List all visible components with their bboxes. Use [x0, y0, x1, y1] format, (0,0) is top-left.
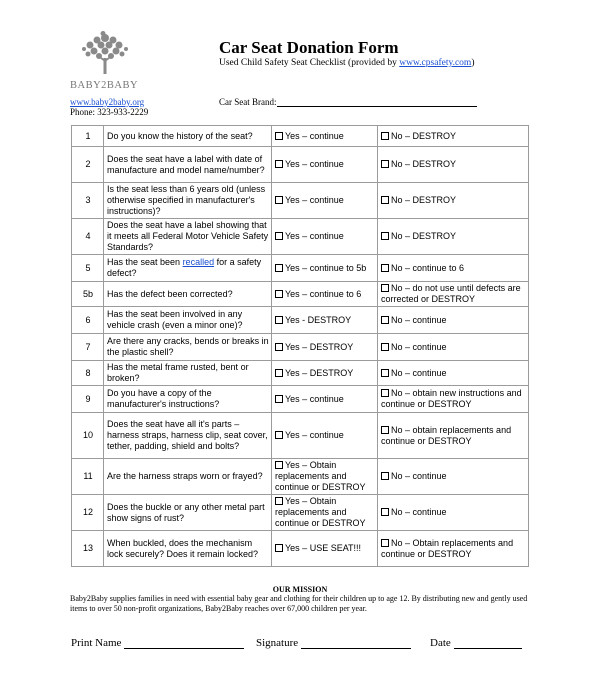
table-row [72, 126, 529, 147]
no-option-label: No – DESTROY [391, 231, 457, 241]
row-number: 12 [72, 495, 104, 531]
yes-option-label: Yes – continue [285, 130, 344, 141]
question-cell: Does the seat have all it's parts – harness straps, harness clip, seat cover, tether, padding, shield and bolts? [104, 413, 272, 459]
question-cell: Has the defect been corrected? [104, 282, 272, 307]
no-option-cell [378, 147, 529, 183]
yes-option-cell [272, 183, 378, 219]
yes-option-label: Yes – continue to 6 [285, 288, 362, 299]
yes-option-cell [272, 255, 378, 282]
question-cell: Does the seat have a label with date of manufacture and model name/number? [104, 147, 272, 183]
car-seat-brand-label: Car Seat Brand: [219, 97, 277, 107]
signature-field [256, 637, 411, 649]
table-row [72, 255, 529, 282]
yes-option-cell [272, 126, 378, 147]
no-option-label: No – continue [391, 507, 447, 517]
signature-line[interactable] [301, 638, 411, 649]
yes-option-checkbox[interactable] [275, 544, 283, 552]
recalled-link[interactable]: recalled [182, 257, 215, 267]
question-cell: Does the buckle or any other metal part show signs of rust? [104, 495, 272, 531]
no-option-checkbox[interactable] [381, 132, 389, 140]
yes-option-label: Yes – continue [285, 430, 344, 440]
yes-option-cell [272, 361, 378, 386]
yes-option-cell [272, 531, 378, 567]
row-number: 1 [72, 126, 104, 147]
yes-option-checkbox[interactable] [275, 264, 283, 272]
table-row [72, 307, 529, 334]
no-option-cell [378, 531, 529, 567]
row-number: 5b [72, 282, 104, 307]
no-option-checkbox[interactable] [381, 232, 389, 240]
yes-option-checkbox[interactable] [275, 431, 283, 439]
no-option-cell [378, 361, 529, 386]
question-cell: Are there any cracks, bends or breaks in the plastic shell? [104, 334, 272, 361]
yes-option-label: Yes – continue to 5b [285, 262, 367, 273]
no-option-cell [378, 183, 529, 219]
question-cell: Is the seat less than 6 years old (unless otherwise specified in manufacturer's instructions)? [104, 183, 272, 219]
no-option-cell [378, 219, 529, 255]
row-number: 10 [72, 413, 104, 459]
no-option-cell [378, 334, 529, 361]
date-field [430, 637, 522, 649]
mission-text: Baby2Baby supplies families in need with essential baby gear and clothing for their children up to age 12. By distributing new and gently used items to over 50 non-profit organizations, Baby2Baby reaches over 67,000 children per year. [70, 594, 528, 613]
yes-option-checkbox[interactable] [275, 232, 283, 240]
yes-option-checkbox[interactable] [275, 343, 283, 351]
yes-option-cell [272, 334, 378, 361]
no-option-checkbox[interactable] [381, 196, 389, 204]
yes-option-label: Yes – DESTROY [285, 367, 354, 378]
no-option-checkbox[interactable] [381, 264, 389, 272]
subtitle [219, 58, 475, 68]
yes-option-cell [272, 495, 378, 531]
no-option-cell [378, 307, 529, 334]
question-cell: Do you know the history of the seat? [104, 126, 272, 147]
table-row [72, 282, 529, 307]
yes-option-label: Yes – continue [285, 159, 344, 169]
signature-label: Signature [256, 637, 299, 649]
no-option-checkbox[interactable] [381, 343, 389, 351]
row-number: 9 [72, 386, 104, 413]
no-option-label: No – continue [391, 367, 447, 378]
yes-option-checkbox[interactable] [275, 461, 283, 469]
row-number: 4 [72, 219, 104, 255]
date-line[interactable] [454, 638, 522, 649]
print-name-field [71, 637, 244, 649]
question-cell: When buckled, does the mechanism lock securely? Does it remain locked? [104, 531, 272, 567]
yes-option-checkbox[interactable] [275, 196, 283, 204]
no-option-checkbox[interactable] [381, 508, 389, 516]
no-option-cell [378, 386, 529, 413]
yes-option-checkbox[interactable] [275, 316, 283, 324]
phone-number: Phone: 323-933-2229 [70, 107, 149, 117]
car-seat-brand-line[interactable] [277, 96, 477, 107]
no-option-label: No – Obtain replacements and continue or DESTROY [381, 537, 514, 559]
yes-option-checkbox[interactable] [275, 497, 283, 505]
question-cell: Has the seat been involved in any vehicle crash (even a minor one)? [104, 307, 272, 334]
print-name-line[interactable] [124, 638, 244, 649]
no-option-label: No – DESTROY [391, 130, 457, 141]
question-cell: Has the metal frame rusted, bent or broken? [104, 361, 272, 386]
page-title: Car Seat Donation Form [219, 38, 399, 57]
no-option-label: No – obtain replacements and continue or DESTROY [381, 424, 512, 446]
question-cell: Are the harness straps worn or frayed? [104, 459, 272, 495]
yes-option-checkbox[interactable] [275, 160, 283, 168]
website-link[interactable]: www.baby2baby.org [70, 97, 145, 107]
subtitle-suffix: ) [471, 58, 475, 68]
row-number: 5 [72, 255, 104, 282]
row-number: 7 [72, 334, 104, 361]
row-number: 13 [72, 531, 104, 567]
table-row [72, 459, 529, 495]
yes-option-checkbox[interactable] [275, 290, 283, 298]
no-option-cell [378, 255, 529, 282]
table-row [72, 334, 529, 361]
no-option-cell [378, 495, 529, 531]
no-option-cell [378, 282, 529, 307]
no-option-label: No – DESTROY [391, 195, 457, 205]
table-row [72, 219, 529, 255]
yes-option-label: Yes – DESTROY [285, 341, 354, 352]
yes-option-cell [272, 413, 378, 459]
yes-option-cell [272, 219, 378, 255]
car-seat-brand-field [219, 96, 477, 107]
question-cell: Do you have a copy of the manufacturer's instructions? [104, 386, 272, 413]
yes-option-label: Yes – Obtain replacements and continue or DESTROY [275, 460, 366, 492]
no-option-label: No – DESTROY [391, 159, 457, 169]
table-row [72, 531, 529, 567]
yes-option-checkbox[interactable] [275, 132, 283, 140]
table-row [72, 361, 529, 386]
row-number: 6 [72, 307, 104, 334]
cpsafety-link[interactable]: www.cpsafety.com [399, 58, 472, 68]
no-option-checkbox[interactable] [381, 284, 389, 292]
no-option-checkbox[interactable] [381, 426, 389, 434]
question-text: for a safety defect? [107, 257, 262, 278]
checklist-table [71, 125, 529, 567]
tree-logo-icon [70, 30, 140, 80]
table-row [72, 495, 529, 531]
yes-option-label: Yes – continue [285, 231, 344, 241]
table-row [72, 183, 529, 219]
print-name-label: Print Name [71, 637, 122, 649]
yes-option-label: Yes – USE SEAT!!! [285, 543, 362, 553]
subtitle-prefix: Used Child Safety Seat Checklist (provided by [219, 58, 400, 68]
date-label: Date [430, 637, 451, 649]
question-cell [104, 255, 272, 282]
no-option-cell [378, 459, 529, 495]
table-row [72, 413, 529, 459]
no-option-label: No – continue [391, 471, 447, 481]
no-option-checkbox[interactable] [381, 369, 389, 377]
yes-option-cell [272, 459, 378, 495]
yes-option-cell [272, 147, 378, 183]
no-option-checkbox[interactable] [381, 389, 389, 397]
question-cell: Does the seat have a label showing that it meets all Federal Motor Vehicle Safety Standards? [104, 219, 272, 255]
no-option-checkbox[interactable] [381, 472, 389, 480]
baby2baby-logo [70, 30, 180, 80]
yes-option-checkbox[interactable] [275, 369, 283, 377]
no-option-cell [378, 126, 529, 147]
no-option-checkbox[interactable] [381, 160, 389, 168]
yes-option-label: Yes – continue [285, 393, 344, 404]
no-option-label: No – continue to 6 [391, 262, 465, 273]
no-option-checkbox[interactable] [381, 539, 389, 547]
question-text: Has the seat been [107, 257, 183, 267]
yes-option-label: Yes - DESTROY [285, 314, 352, 325]
row-number: 3 [72, 183, 104, 219]
no-option-label: No – continue [391, 341, 447, 352]
no-option-label: No – continue [391, 314, 447, 325]
yes-option-cell [272, 307, 378, 334]
no-option-label: No – do not use until defects are corrected or DESTROY [381, 283, 521, 304]
yes-option-cell [272, 282, 378, 307]
row-number: 11 [72, 459, 104, 495]
no-option-label: No – obtain new instructions and continue or DESTROY [381, 388, 522, 409]
yes-option-label: Yes – continue [285, 195, 344, 205]
brand-name: BABY2BABY [70, 80, 139, 91]
row-number: 2 [72, 147, 104, 183]
yes-option-cell [272, 386, 378, 413]
row-number: 8 [72, 361, 104, 386]
table-row [72, 386, 529, 413]
yes-option-label: Yes – Obtain replacements and continue or DESTROY [275, 496, 366, 528]
table-row [72, 147, 529, 183]
mission-title: OUR MISSION [272, 585, 328, 594]
yes-option-checkbox[interactable] [275, 395, 283, 403]
no-option-cell [378, 413, 529, 459]
no-option-checkbox[interactable] [381, 316, 389, 324]
